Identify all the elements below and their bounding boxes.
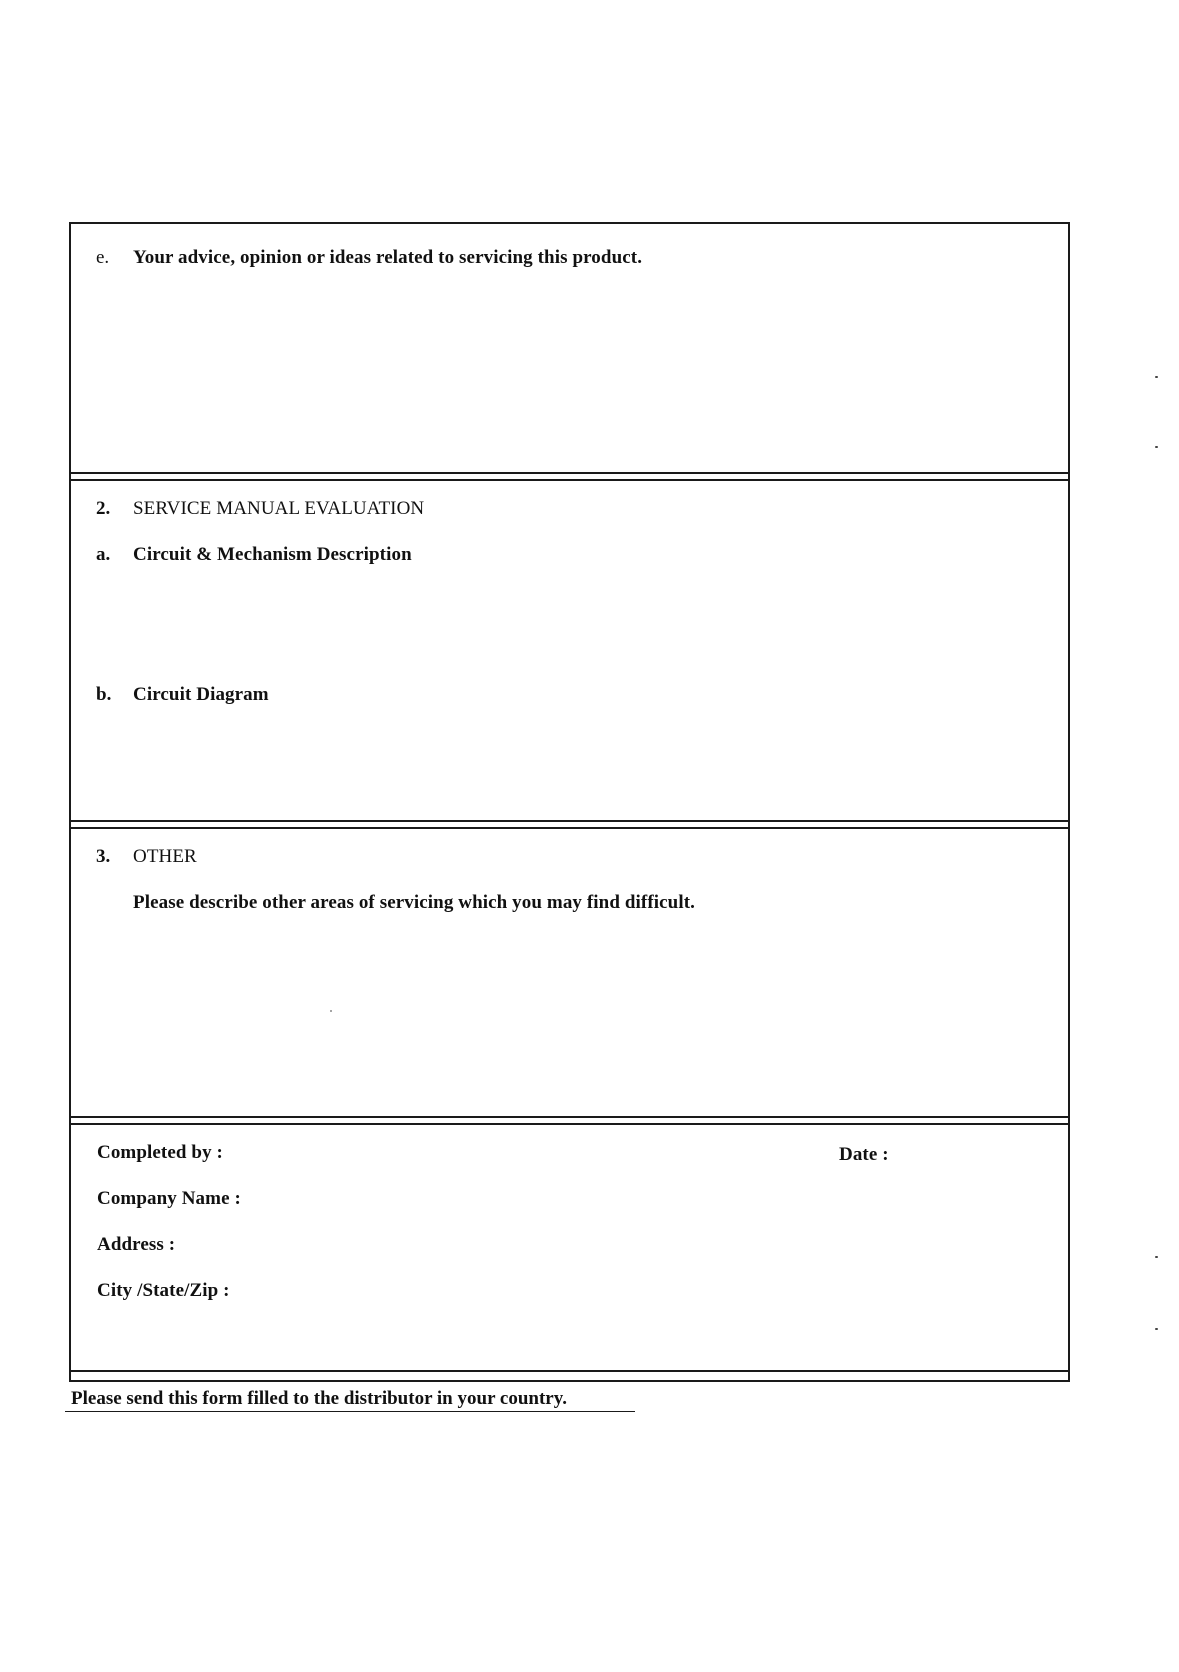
date-label: Date : [839,1144,889,1165]
company-name-label: Company Name : [97,1188,241,1209]
city-state-zip-label: City /State/Zip : [97,1280,230,1301]
footer-instruction: Please send this form filled to the distributor in your country. [71,1388,567,1409]
address-label: Address : [97,1234,176,1255]
section-3-title: OTHER [133,846,197,867]
scan-speck [1155,1328,1158,1330]
section-2-number: 2. [96,498,111,519]
section-e-advice [71,224,1068,474]
scan-speck [1155,446,1158,448]
footer-underline [65,1411,635,1412]
section-3-number: 3. [96,846,111,867]
scan-speck [1155,1256,1158,1258]
completed-by-label: Completed by : [97,1142,223,1163]
section-e-question: Your advice, opinion or ideas related to servicing this product. [133,247,643,268]
section-e-letter: e. [96,247,110,268]
section-2a-label: Circuit & Mechanism Description [133,544,412,565]
section-2b-letter: b. [96,684,112,705]
section-2-service-manual-evaluation [71,481,1068,806]
form-bottom-double-rule [69,1370,1070,1380]
contact-details-section [71,1125,1068,1365]
section-2-title: SERVICE MANUAL EVALUATION [133,498,425,519]
section-divider-1 [69,472,1070,481]
section-2a-letter: a. [96,544,111,565]
scan-speck [330,1010,332,1012]
section-divider-3 [69,1116,1070,1125]
section-divider-2 [69,820,1070,829]
section-3-other [71,829,1068,1109]
section-3-description: Please describe other areas of servicing which you may find difficult. [133,892,695,913]
feedback-form-box [69,222,1070,1382]
scan-speck [1155,376,1158,378]
section-2b-label: Circuit Diagram [133,684,269,705]
